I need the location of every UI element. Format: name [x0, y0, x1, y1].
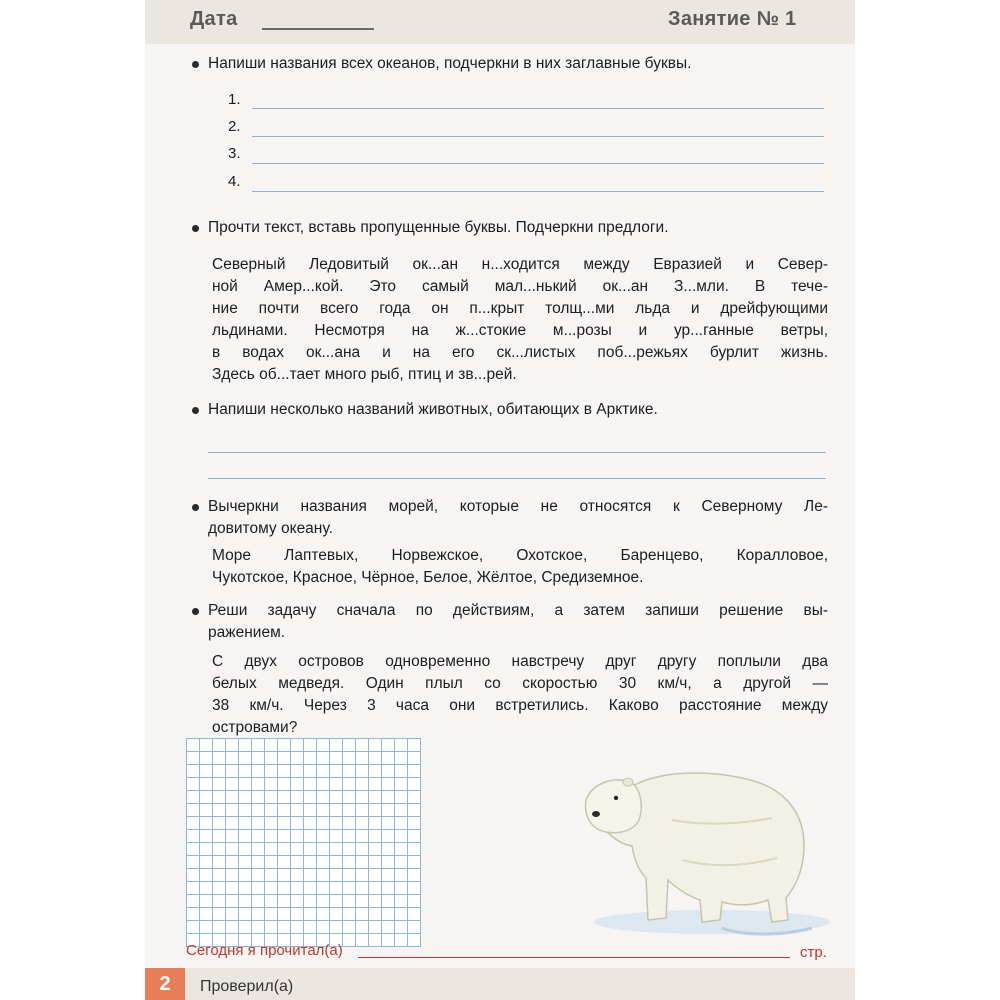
seas-line: Чукотское, Красное, Чёрное, Белое, Жёлтое, Средиземное. — [212, 569, 644, 586]
passage-line: льдинами. Несмотря на ж...стокие м...розы и ур...ганные ветры, — [212, 322, 828, 339]
instruction-line: довитому океану. — [208, 520, 333, 537]
lesson-title: Занятие № 1 — [668, 8, 797, 30]
task1-instruction: Напиши названия всех океанов, подчеркни в них заглавные буквы. — [208, 55, 692, 72]
read-label: Сегодня я прочитал(а) — [186, 942, 343, 959]
answer-line-4[interactable] — [252, 191, 824, 192]
answer-line[interactable] — [208, 478, 826, 479]
polar-bear — [585, 773, 804, 922]
passage-line: ной Амер...кой. Это самый мал...нький ок...ан З...мли. В тече- — [212, 278, 828, 295]
checked-label: Проверил(а) — [200, 978, 294, 995]
passage-line: Северный Ледовитый ок...ан н...ходится между Евразией и Север- — [212, 256, 828, 273]
task5-instruction — [208, 600, 828, 644]
problem-line: белых медведя. Один плыл со скоростью 30 км/ч, а другой — — [212, 675, 828, 692]
passage-line: в водах ок...ана и на его ск...листых поб...режьях бурлит жизнь. — [212, 344, 828, 361]
answer-number: 1. — [228, 91, 241, 108]
task3-instruction: Напиши несколько названий животных, обитающих в Арктике. — [208, 401, 658, 418]
seas-list — [212, 545, 828, 589]
date-line[interactable] — [262, 28, 374, 30]
answer-line[interactable] — [208, 452, 826, 453]
passage-line: Здесь об...тает много рыб, птиц и зв...рей. — [212, 366, 517, 383]
bullet — [192, 225, 199, 232]
answer-grid[interactable] — [186, 738, 421, 947]
word-problem — [212, 651, 828, 739]
task2-passage — [212, 254, 828, 386]
problem-line: островами? — [212, 719, 298, 736]
date-label: Дата — [190, 8, 238, 30]
answer-number: 4. — [228, 173, 241, 190]
read-line[interactable] — [358, 957, 790, 958]
problem-line: 38 км/ч. Через 3 часа они встретились. Каково расстояние между — [212, 697, 828, 714]
pages-label: стр. — [800, 944, 827, 961]
task4-instruction — [208, 496, 828, 540]
instruction-line: Вычеркни названия морей, которые не относятся к Северному Ле- — [208, 498, 828, 515]
bullet — [192, 504, 199, 511]
answer-number: 2. — [228, 118, 241, 135]
answer-number: 3. — [228, 145, 241, 162]
polar-bear-illustration — [572, 760, 834, 942]
answer-line-1[interactable] — [252, 108, 824, 109]
problem-line: С двух островов одновременно навстречу друг другу поплыли два — [212, 653, 828, 670]
answer-line-3[interactable] — [252, 163, 824, 164]
page-number: 2 — [145, 968, 185, 1000]
bullet — [192, 407, 199, 414]
task2-instruction: Прочти текст, вставь пропущенные буквы. Подчеркни предлоги. — [208, 219, 669, 236]
answer-line-2[interactable] — [252, 136, 824, 137]
bullet — [192, 61, 199, 68]
instruction-line: Реши задачу сначала по действиям, а затем запиши решение вы- — [208, 602, 828, 619]
bullet — [192, 608, 199, 615]
instruction-line: ражением. — [208, 624, 286, 641]
seas-line: Море Лаптевых, Норвежское, Охотское, Баренцево, Коралловое, — [212, 547, 828, 564]
passage-line: ние почти всего года он п...крыт толщ...ми льда и дрейфующими — [212, 300, 828, 317]
